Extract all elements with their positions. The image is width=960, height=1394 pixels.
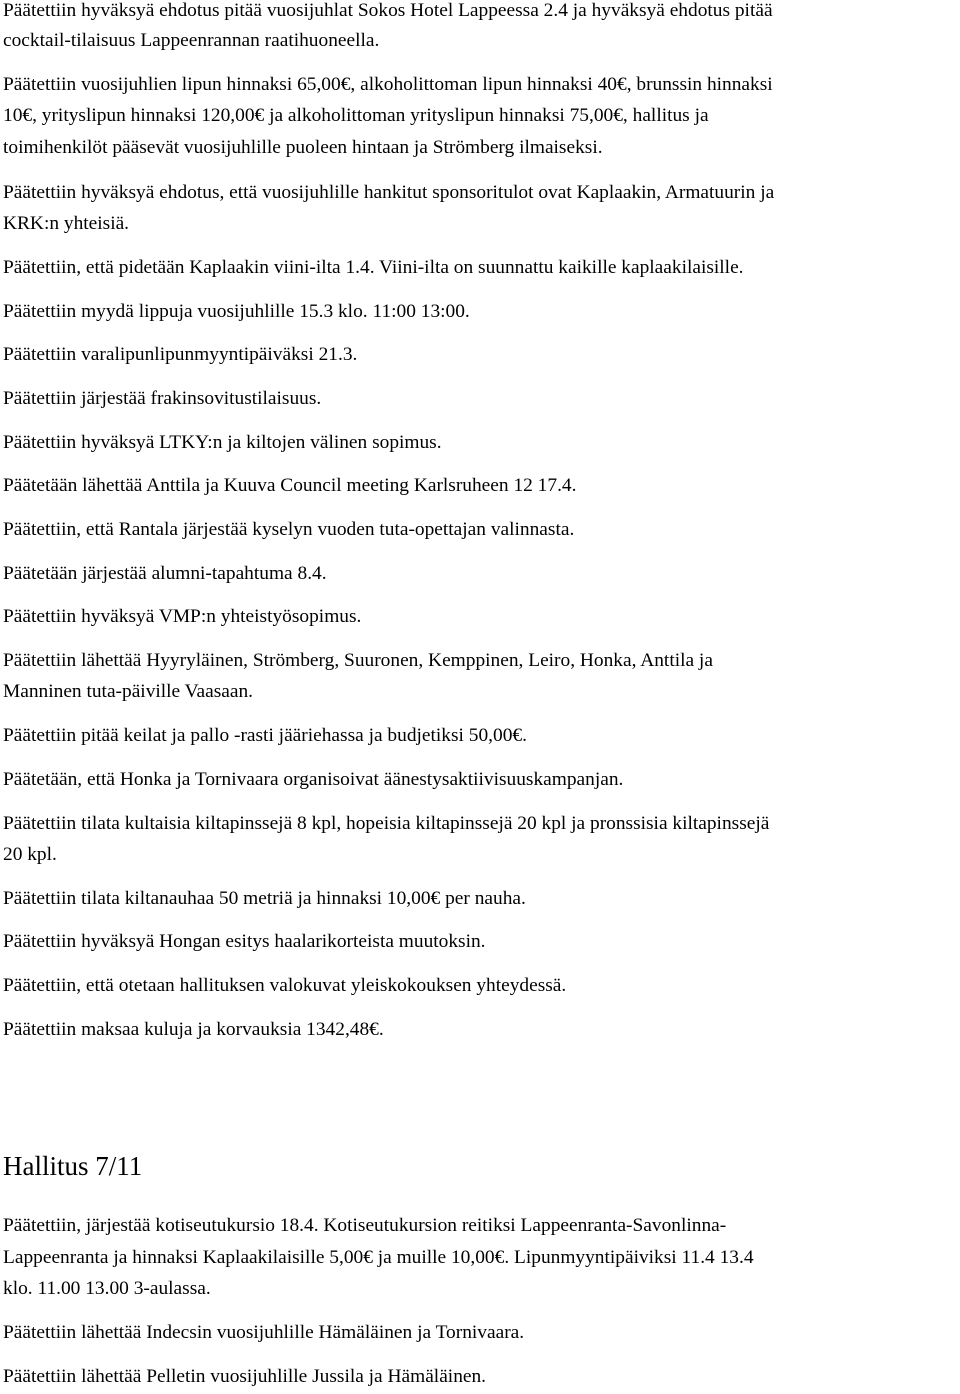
- text-line: Päätettiin tilata kultaisia kiltapinssejä 8 kpl, hopeisia kiltapinssejä 20 kpl ja pronssisia kiltapinssejä: [3, 813, 770, 834]
- text-line: Päätettiin, että otetaan hallituksen valokuvat yleiskokouksen yhteydessä.: [3, 975, 567, 996]
- text-line: Päätettiin varalipunlipunmyyntipäiväksi 21.3.: [3, 344, 358, 365]
- text-line: Päätettiin hyväksyä ehdotus, että vuosijuhlille hankitut sponsoritulot ovat Kaplaakin, Armatuurin ja: [3, 182, 775, 203]
- text-line: Päätettiin vuosijuhlien lipun hinnaksi 65,00€, alkoholittoman lipun hinnaksi 40€, brunssin hinnaksi: [3, 74, 773, 95]
- text-line: Päätettiin hyväksyä VMP:n yhteistyösopimus.: [3, 606, 362, 627]
- text-line: 10€, yrityslipun hinnaksi 120,00€ ja alkoholittoman yrityslipun hinnaksi 75,00€, hallitus ja: [3, 105, 709, 126]
- text-line: Päätettiin hyväksyä Hongan esitys haalarikorteista muutoksin.: [3, 931, 486, 952]
- text-line: cocktail-tilaisuus Lappeenrannan raatihuoneella.: [3, 30, 380, 51]
- text-line: 20 kpl.: [3, 844, 57, 865]
- text-line: Päätettiin hyväksyä LTKY:n ja kiltojen välinen sopimus.: [3, 432, 442, 453]
- text-line: Päätettiin, että pidetään Kaplaakin viini-ilta 1.4. Viini-ilta on suunnattu kaikille kaplaakilaisille.: [3, 257, 744, 278]
- text-line: Päätettiin, järjestää kotiseutukursio 18.4. Kotiseutukursion reitiksi Lappeenranta-Savonlinna-: [3, 1215, 727, 1236]
- text-line: klo. 11.00 13.00 3-aulassa.: [3, 1278, 211, 1299]
- text-line: Päätettiin maksaa kuluja ja korvauksia 1342,48€.: [3, 1019, 384, 1040]
- text-line: Manninen tuta-päiville Vaasaan.: [3, 681, 254, 702]
- text-line: Päätetään järjestää alumni-tapahtuma 8.4.: [3, 563, 327, 584]
- text-line: Päätettiin lähettää Pelletin vuosijuhlille Jussila ja Hämäläinen.: [3, 1366, 487, 1387]
- text-line: Päätettiin tilata kiltanauhaa 50 metriä ja hinnaksi 10,00€ per nauha.: [3, 888, 526, 909]
- text-line: Päätettiin lähettää Hyyryläinen, Strömberg, Suuronen, Kemppinen, Leiro, Honka, Anttila ja: [3, 650, 713, 671]
- text-line: Päätetään, että Honka ja Tornivaara organisoivat äänestysaktiivisuuskampanjan.: [3, 769, 624, 790]
- text-line: toimihenkilöt pääsevät vuosijuhlille puoleen hintaan ja Strömberg ilmaiseksi.: [3, 137, 603, 158]
- text-line: Päätettiin, että Rantala järjestää kyselyn vuoden tuta-opettajan valinnasta.: [3, 519, 575, 540]
- section-heading: Hallitus 7/11: [3, 1151, 143, 1181]
- text-line: Päätettiin lähettää Indecsin vuosijuhlille Hämäläinen ja Tornivaara.: [3, 1322, 525, 1343]
- text-line: Päätettiin myydä lippuja vuosijuhlille 15.3 klo. 11:00 13:00.: [3, 301, 470, 322]
- text-line: Päätetään lähettää Anttila ja Kuuva Council meeting Karlsruheen 12 17.4.: [3, 475, 577, 496]
- text-line: Lappeenranta ja hinnaksi Kaplaakilaisille 5,00€ ja muille 10,00€. Lipunmyyntipäiviksi 11.4 13.4: [3, 1247, 754, 1268]
- text-line: Päätettiin hyväksyä ehdotus pitää vuosijuhlat Sokos Hotel Lappeessa 2.4 ja hyväksyä ehdotus pitää: [3, 0, 773, 21]
- text-line: Päätettiin järjestää frakinsovitustilaisuus.: [3, 388, 322, 409]
- text-line: KRK:n yhteisiä.: [3, 213, 130, 234]
- text-line: Päätettiin pitää keilat ja pallo -rasti jääriehassa ja budjetiksi 50,00€.: [3, 725, 527, 746]
